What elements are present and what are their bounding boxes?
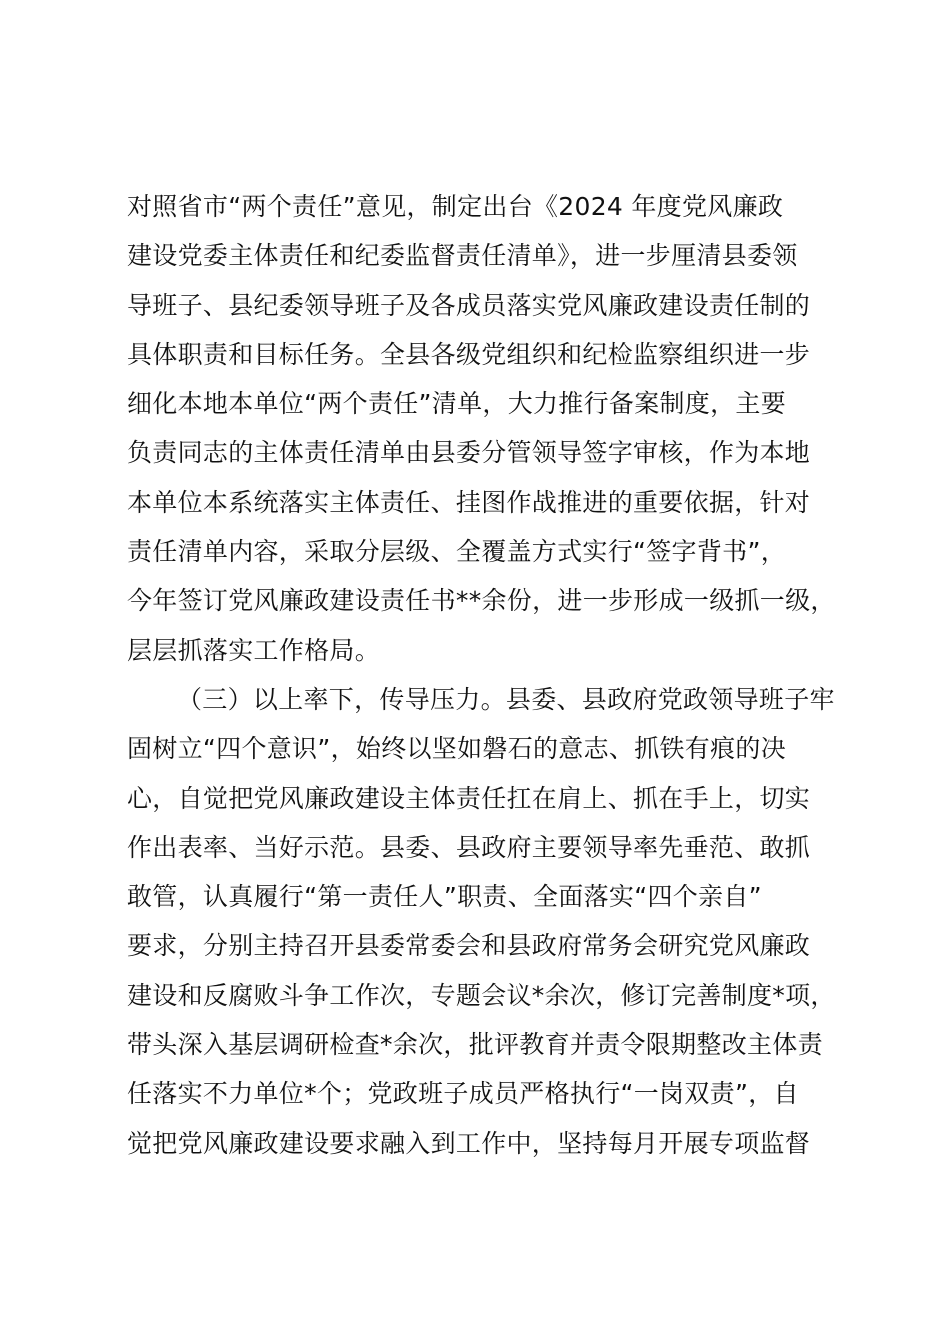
paragraph-1 — [127, 182, 867, 675]
paragraph-2-line: 心，自觉把党风廉政建设主体责任扛在肩上、抓在手上，切实 — [127, 783, 811, 813]
document-body — [127, 182, 867, 1168]
paragraph-2-line: 觉把党风廉政建设要求融入到工作中，坚持每月开展专项监督 — [127, 1128, 811, 1158]
paragraph-2-line: 带头深入基层调研检查*余次，批评教育并责令限期整改主体责 — [127, 1030, 823, 1060]
paragraph-2-line: 作出表率、当好示范。县委、县政府主要领导率先垂范、敢抓 — [127, 832, 811, 862]
paragraph-1-line: 负责同志的主体责任清单由县委分管领导签字审核，作为本地 — [127, 438, 811, 468]
paragraph-1-line: 细化本地本单位“两个责任”清单，大力推行备案制度，主要 — [127, 389, 787, 419]
paragraph-2-line: 任落实不力单位*个；党政班子成员严格执行“一岗双责”，自 — [127, 1079, 799, 1109]
paragraph-1-line: 导班子、县纪委领导班子及各成员落实党风廉政建设责任制的 — [127, 290, 811, 320]
paragraph-2-line: 敢管，认真履行“第一责任人”职责、全面落实“四个亲自” — [127, 882, 762, 912]
paragraph-1-line: 具体职责和目标任务。全县各级党组织和纪检监察组织进一步 — [127, 339, 811, 369]
paragraph-2-line: 要求，分别主持召开县委常委会和县政府常务会研究党风廉政 — [127, 931, 811, 961]
paragraph-2 — [127, 675, 867, 1168]
paragraph-2-first-line: （三）以上率下，传导压力。县委、县政府党政领导班子牢 — [177, 684, 835, 714]
paragraph-1-line: 今年签订党风廉政建设责任书**余份，进一步形成一级抓一级， — [127, 586, 836, 616]
paragraph-1-line: 责任清单内容，采取分层级、全覆盖方式实行“签字背书”， — [127, 537, 787, 567]
paragraph-2-line: 固树立“四个意识”，始终以坚如磐石的意志、抓铁有痕的决 — [127, 734, 787, 764]
paragraph-1-line: 层层抓落实工作格局。 — [127, 635, 381, 665]
paragraph-1-line: 建设党委主体责任和纪委监督责任清单》，进一步厘清县委领 — [127, 241, 798, 271]
paragraph-1-line: 本单位本系统落实主体责任、挂图作战推进的重要依据，针对 — [127, 487, 811, 517]
paragraph-1-line: 对照省市“两个责任”意见，制定出台《2024 年度党风廉政 — [127, 192, 784, 221]
paragraph-2-line: 建设和反腐败斗争工作次，专题会议*余次，修订完善制度*项， — [127, 980, 836, 1010]
